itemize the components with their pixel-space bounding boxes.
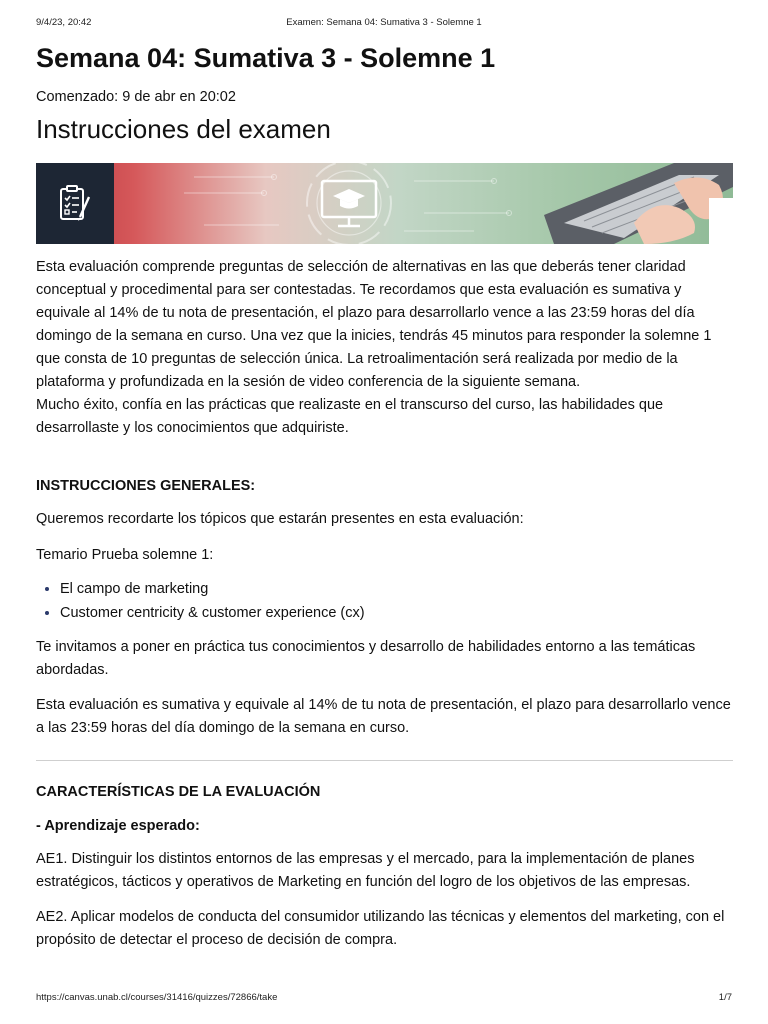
syllabus-label: Temario Prueba solemne 1: bbox=[36, 547, 214, 563]
page-title: Semana 04: Sumativa 3 - Solemne 1 bbox=[36, 43, 496, 73]
page-url: https://canvas.unab.cl/courses/31416/quizzes/72866/take bbox=[36, 992, 278, 1003]
print-doc-title: Examen: Semana 04: Sumativa 3 - Solemne 1 bbox=[286, 17, 482, 28]
intro-text bbox=[36, 256, 733, 440]
learning-outcome-subtitle: - Aprendizaje esperado: bbox=[36, 818, 200, 834]
exam-checklist-icon bbox=[58, 185, 92, 223]
page-number: 1/7 bbox=[718, 992, 732, 1003]
exam-banner bbox=[36, 163, 733, 244]
started-timestamp: Comenzado: 9 de abr en 20:02 bbox=[36, 89, 236, 105]
intro-closing: Mucho éxito, confía en las prácticas que realizaste en el transcurso del curso, las habilidades que desarrollaste y los conocimientos que adquiriste. bbox=[36, 397, 664, 436]
general-instructions-title: INSTRUCCIONES GENERALES: bbox=[36, 478, 256, 494]
characteristics-title: CARACTERÍSTICAS DE LA EVALUACIÓN bbox=[36, 784, 321, 800]
weight-deadline-note: Esta evaluación es sumativa y equivale al 14% de tu nota de presentación, el plazo para desarrollarlo vence a las 23:59 horas del día domingo de la semana en curso. bbox=[36, 697, 731, 736]
graduation-cap-monitor-icon bbox=[322, 181, 376, 226]
intro-paragraph: Esta evaluación comprende preguntas de selección de alternativas en las que deberás tener claridad conceptual y procedimental para ser contestadas. Te recordamos que esta evaluación es sumativa y equivale al 14% de tu nota de presentación, el plazo para desarrollarlo vence a las 23:59 horas del día domingo de la semana en curso. Una vez que la inicies, tendrás 45 minutos para responder la solemne 1 que consta de 10 preguntas de selección única. La retroalimentación será realizada por medio de la plataforma y profundizada en la sesión de video conferencia de la siguiente semana. bbox=[36, 259, 712, 390]
learning-outcome-ae2: AE2. Aplicar modelos de conducta del consumidor utilizando las técnicas y elementos del marketing, con el propósito de detectar el proceso de decisión de compra. bbox=[36, 909, 725, 948]
list-item: • Customer centricity & customer experience (cx) bbox=[60, 601, 733, 625]
print-header bbox=[36, 17, 732, 28]
practice-invitation: Te invitamos a poner en práctica tus conocimientos y desarrollo de habilidades entorno a las temáticas abordadas. bbox=[36, 639, 696, 678]
print-footer bbox=[36, 992, 732, 1003]
section-divider bbox=[36, 760, 733, 761]
list-item: • El campo de marketing bbox=[60, 577, 733, 601]
print-datetime: 9/4/23, 20:42 bbox=[36, 17, 92, 28]
instructions-heading: Instrucciones del examen bbox=[36, 114, 331, 144]
learning-outcome-ae1: AE1. Distinguir los distintos entornos de las empresas y el mercado, para la implementación de planes estratégicos, tácticos y operativos de Marketing en función del logro de los objetivos de las empresas. bbox=[36, 851, 695, 890]
topics-list bbox=[36, 577, 733, 625]
quiz-content bbox=[36, 40, 733, 952]
typing-hands-laptop bbox=[544, 163, 733, 244]
topics-intro: Queremos recordarte los tópicos que estarán presentes en esta evaluación: bbox=[36, 511, 524, 527]
banner-icon-box bbox=[36, 163, 114, 244]
